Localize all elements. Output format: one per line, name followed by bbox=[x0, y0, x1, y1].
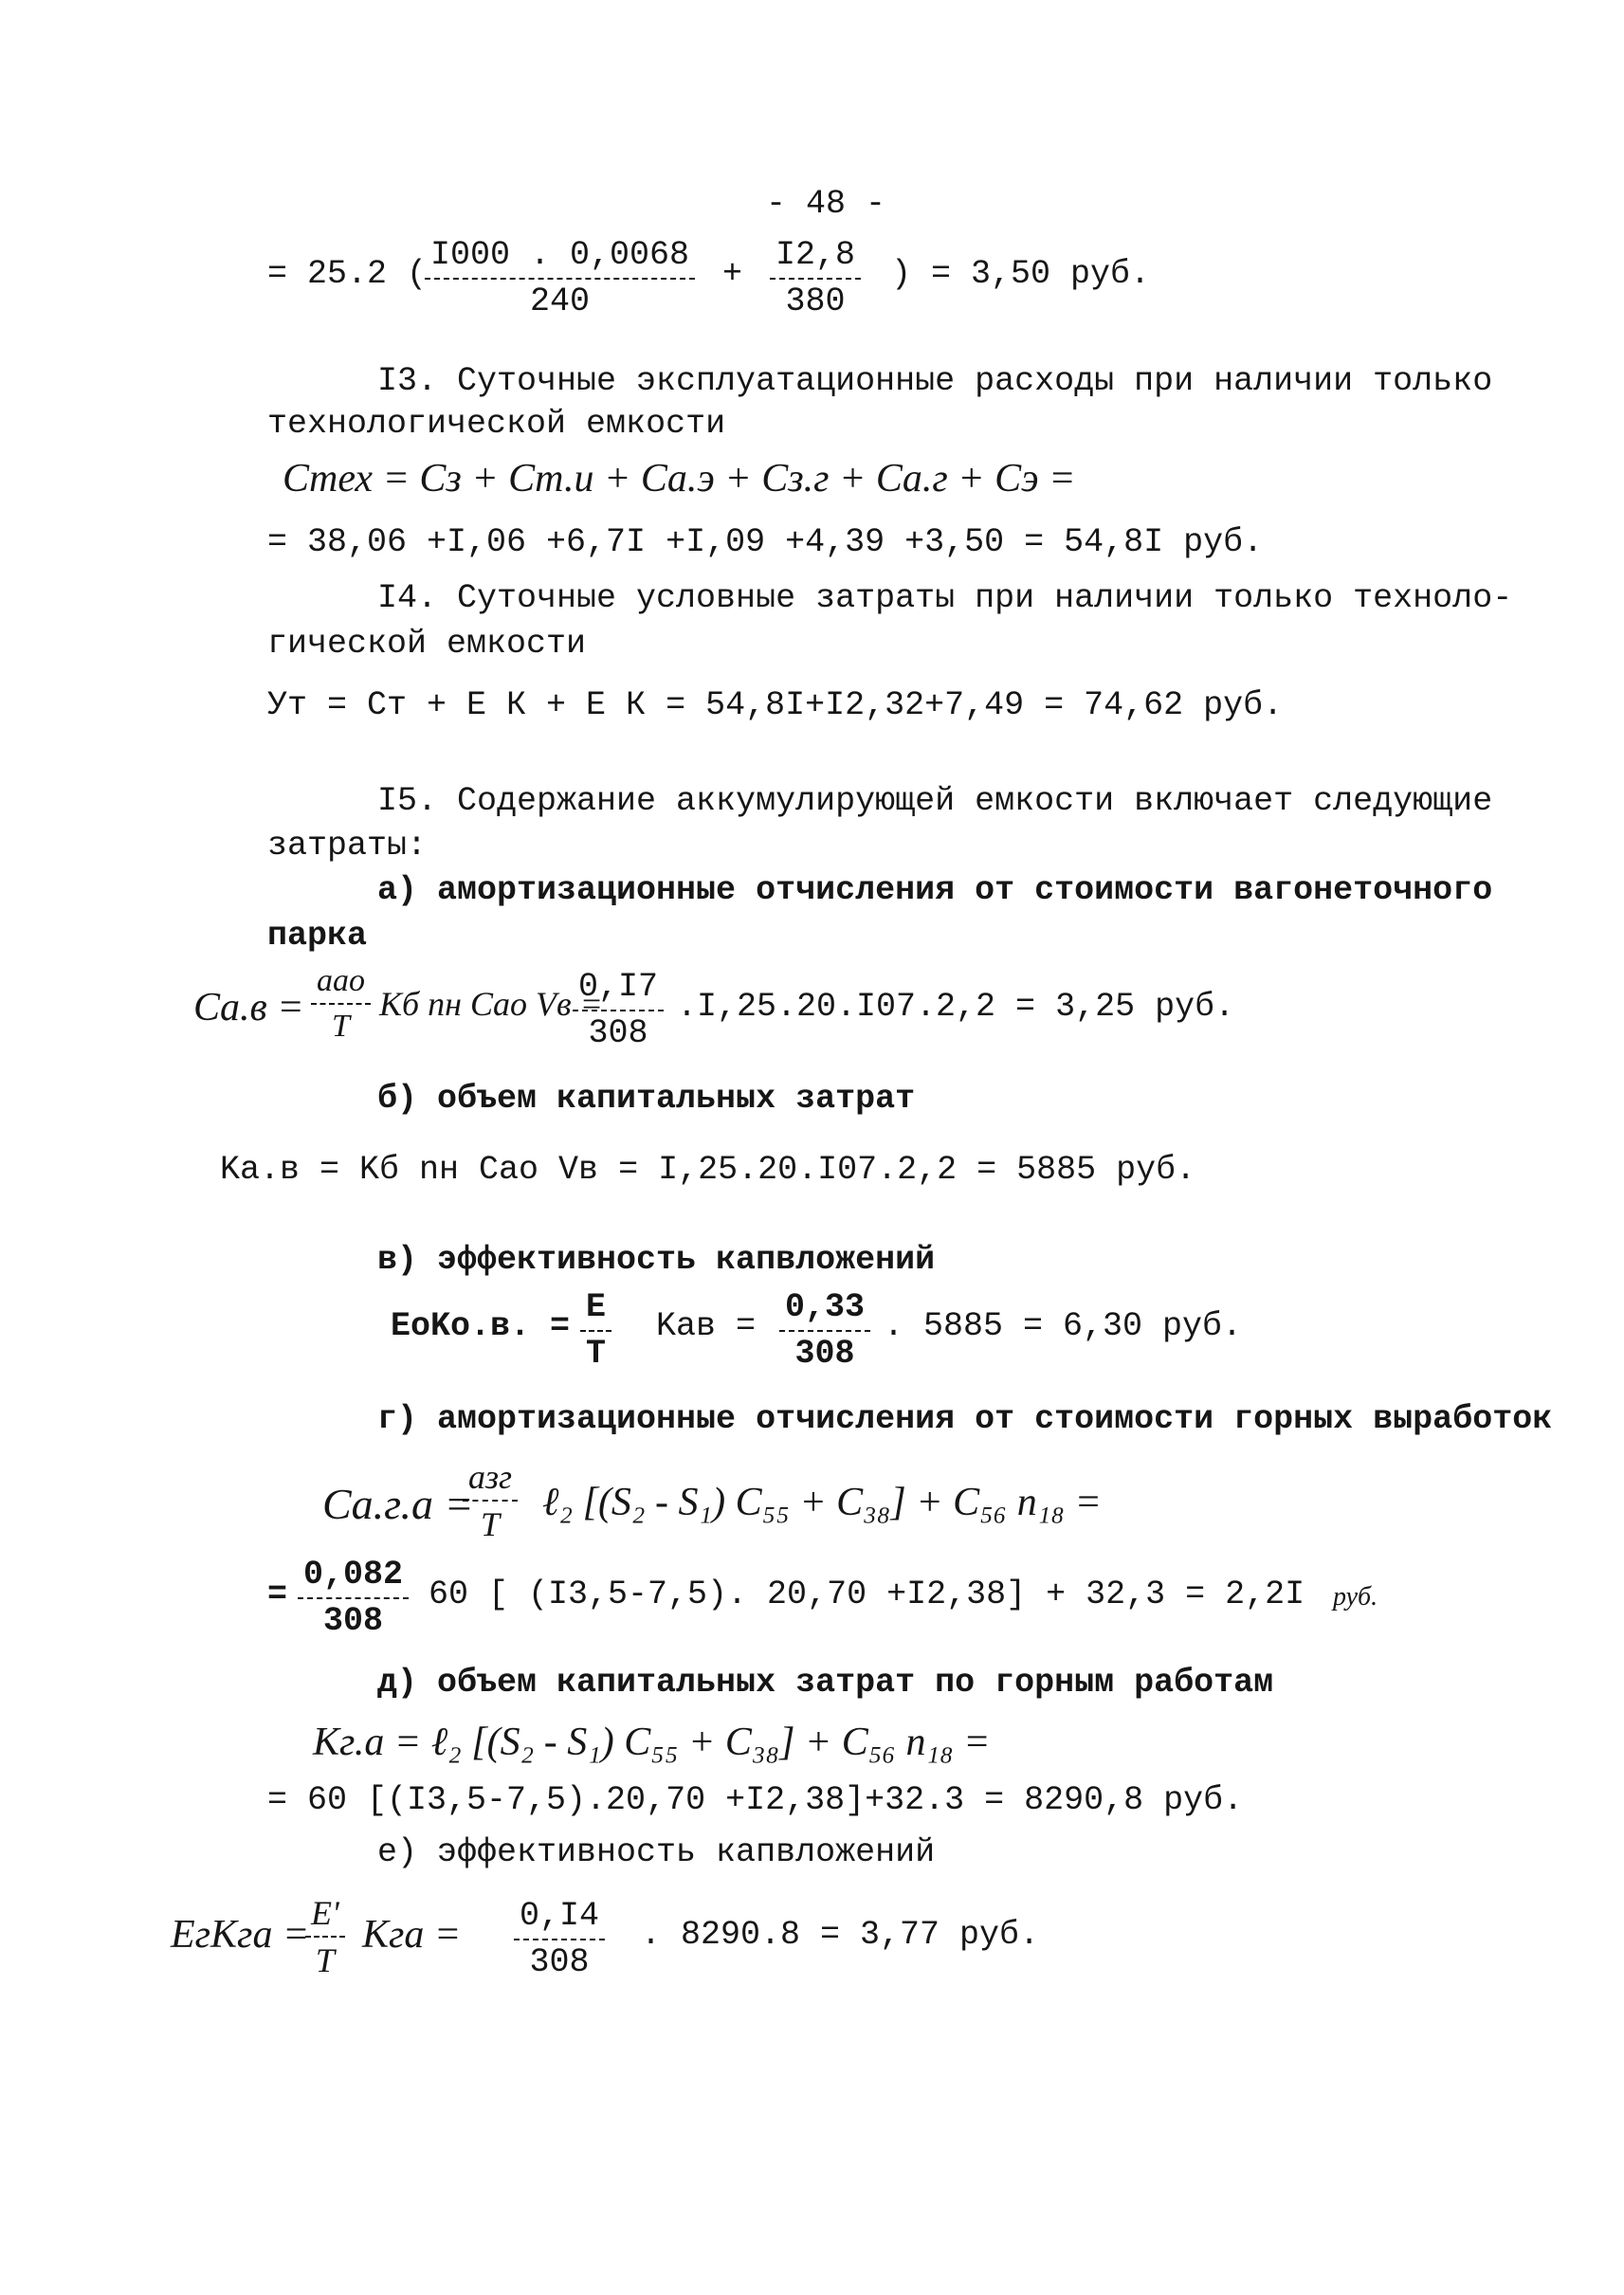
eq-top-fraction-2 bbox=[770, 236, 861, 320]
eq-top-plus: + bbox=[722, 255, 743, 293]
eq-top-frac1-num: I000 . 0,0068 bbox=[425, 239, 695, 280]
a-formula-fraction bbox=[311, 965, 371, 1043]
g-calc-frac-den: 308 bbox=[323, 1602, 384, 1640]
a-frac-den: 308 bbox=[588, 1014, 648, 1052]
a-formula-frac-den: T bbox=[332, 1009, 350, 1044]
sec13-line2: технологической емкости bbox=[267, 405, 726, 443]
e-mid: Kга = bbox=[362, 1913, 462, 1957]
page-number: - 48 - bbox=[766, 185, 886, 223]
d-calc: = 60 [(I3,5-7,5).20,70 +I2,38]+32.3 = 8290,8 руб. bbox=[267, 1781, 1244, 1819]
e-tail: . 8290.8 = 3,77 руб. bbox=[641, 1916, 1040, 1954]
sec15-line1: I5. Содержание аккумулирующей емкости включает следующие bbox=[377, 782, 1493, 820]
d-line: д) объем капитальных затрат по горным работам bbox=[377, 1664, 1274, 1702]
g-calc-frac-num: 0,082 bbox=[298, 1558, 409, 1599]
e-frac2-num: 0,I4 bbox=[514, 1900, 605, 1940]
g-formula-frac-den: T bbox=[481, 1505, 501, 1543]
sec13-line1: I3. Суточные эксплуатационные расходы при наличии только bbox=[377, 362, 1493, 400]
v-frac2-num: 0,33 bbox=[779, 1291, 870, 1332]
a-frac-num: 0,I7 bbox=[573, 971, 664, 1011]
g-calc-lead: = bbox=[267, 1576, 288, 1613]
g-calc-unit: руб. bbox=[1333, 1582, 1378, 1612]
v-line: в) эффективность капвложений bbox=[377, 1241, 936, 1279]
sec15-a-line2: парка bbox=[267, 917, 368, 955]
a-formula-lhs: Cа.в = bbox=[193, 986, 304, 1029]
eq-top-frac1-den: 240 bbox=[530, 282, 591, 320]
sec13-calc: = 38,06 +I,06 +6,7I +I,09 +4,39 +3,50 = 54,8I руб. bbox=[267, 523, 1264, 561]
b-formula: Kа.в = Kб nн Cао Vв = I,25.20.I07.2,2 = 5885 руб. bbox=[220, 1151, 1196, 1189]
eq-top-frac2-den: 380 bbox=[785, 282, 846, 320]
sec15-line2: затраты: bbox=[267, 827, 428, 865]
e-frac1-num: E' bbox=[305, 1896, 345, 1938]
v-frac1-den: T bbox=[586, 1335, 607, 1373]
sec15-a-line1: а) амортизационные отчисления от стоимости вагонеточного bbox=[377, 871, 1493, 909]
g-calc-fraction bbox=[298, 1558, 409, 1638]
v-fraction-1 bbox=[580, 1288, 611, 1373]
v-fraction-2 bbox=[779, 1288, 870, 1373]
v-frac1-num: E bbox=[580, 1291, 611, 1332]
a-formula-frac-num: aао bbox=[311, 965, 371, 1005]
v-mid: Kав = bbox=[656, 1307, 757, 1345]
sec14-formula: Ут = Ст + Е К + Е К = 54,8I+I2,32+7,49 = 74,62 руб. bbox=[267, 686, 1284, 724]
g-line: г) амортизационные отчисления от стоимости горных выработок bbox=[377, 1400, 1553, 1438]
e-frac2-den: 308 bbox=[529, 1943, 590, 1981]
g-formula-lhs: Cа.г.а = bbox=[322, 1480, 474, 1528]
eq-top-tail: ) = 3,50 руб. bbox=[891, 255, 1151, 293]
a-formula-rest: Kб nн Cао Vв = bbox=[379, 985, 603, 1023]
e-line: е) эффективность капвложений bbox=[377, 1833, 936, 1871]
e-frac1-den: T bbox=[315, 1941, 335, 1979]
e-lhs: EгKга = bbox=[171, 1913, 310, 1957]
e-fraction-2 bbox=[514, 1897, 605, 1981]
sec13-formula: Cтех = Cз + Cт.и + Cа.э + Cз.г + Cа.г + Cэ = bbox=[283, 457, 1076, 501]
v-lhs: EoKo.в. = bbox=[391, 1307, 571, 1345]
eq-top-lead: = 25.2 ( bbox=[267, 255, 428, 293]
e-fraction-1 bbox=[305, 1896, 345, 1977]
g-formula-rest: ℓ₂ [(S₂ - S₁) C₅₅ + C₃₈] + C₅₆ n₁₈ = bbox=[542, 1481, 1102, 1524]
g-calc-tail: 60 [ (I3,5-7,5). 20,70 +I2,38] + 32,3 = 2,2I bbox=[429, 1576, 1305, 1613]
a-fraction bbox=[573, 968, 664, 1052]
v-frac2-den: 308 bbox=[794, 1335, 855, 1373]
a-tail: .I,25.20.I07.2,2 = 3,25 руб. bbox=[677, 988, 1235, 1026]
d-formula: Kг.а = ℓ₂ [(S₂ - S₁) C₅₅ + C₃₈] + C₅₆ n₁₈ = bbox=[313, 1721, 991, 1764]
v-tail: . 5885 = 6,30 руб. bbox=[884, 1307, 1243, 1345]
g-formula-fraction bbox=[463, 1460, 518, 1541]
g-formula-frac-num: aзг bbox=[463, 1460, 518, 1502]
eq-top-frac2-num: I2,8 bbox=[770, 239, 861, 280]
b-line: б) объем капитальных затрат bbox=[377, 1080, 916, 1118]
sec14-line1: I4. Суточные условные затраты при наличии только техноло- bbox=[377, 579, 1513, 617]
sec14-line2: гической емкости bbox=[267, 625, 587, 663]
eq-top-fraction-1 bbox=[425, 236, 695, 320]
